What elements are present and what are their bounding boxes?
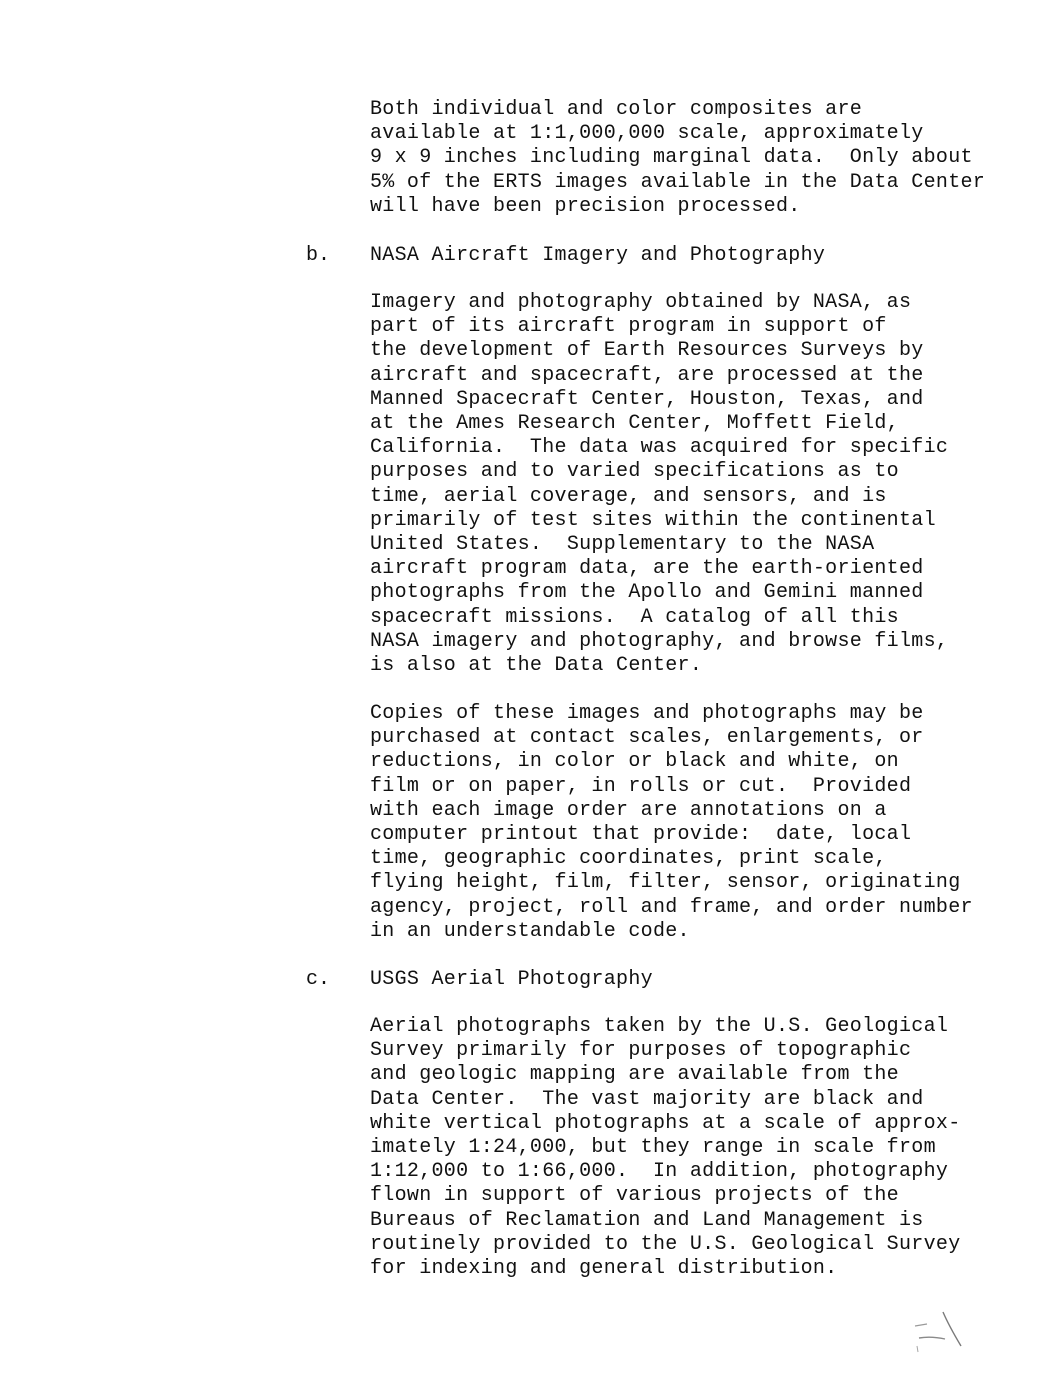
text-line: at the Ames Research Center, Moffett Field, xyxy=(370,412,899,436)
text-line: 5% of the ERTS images available in the Data Center xyxy=(370,170,986,194)
text-line: photographs from the Apollo and Gemini manned xyxy=(370,581,924,605)
text-line: imately 1:24,000, but they range in scale from xyxy=(370,1136,936,1160)
text-line: with each image order are annotations on a xyxy=(370,798,887,822)
text-line: will have been precision processed. xyxy=(370,194,801,218)
pencil-mark xyxy=(905,1308,975,1358)
text-line: Survey primarily for purposes of topographic xyxy=(370,1039,912,1063)
section-b-marker: b. xyxy=(306,244,331,267)
paragraph-usgs-aerial xyxy=(370,1015,1050,1281)
text-line: purposes and to varied specifications as to xyxy=(370,460,899,484)
text-line: 1:12,000 to 1:66,000. In addition, photography xyxy=(370,1160,949,1184)
text-line: Data Center. The vast majority are black and xyxy=(370,1087,924,1111)
text-line: Aerial photographs taken by the U.S. Geological xyxy=(370,1015,949,1038)
text-line: time, aerial coverage, and sensors, and is xyxy=(370,484,887,508)
text-line: Copies of these images and photographs may be xyxy=(370,702,924,725)
text-line: NASA imagery and photography, and browse films, xyxy=(370,629,949,653)
text-line: United States. Supplementary to the NASA xyxy=(370,533,875,557)
text-line: flown in support of various projects of the xyxy=(370,1184,899,1208)
text-line: primarily of test sites within the continental xyxy=(370,508,936,532)
paragraph-copies xyxy=(370,702,1050,944)
text-line: Imagery and photography obtained by NASA, as xyxy=(370,291,912,314)
text-line: the development of Earth Resources Surveys by xyxy=(370,339,924,363)
text-line: computer printout that provide: date, local xyxy=(370,823,912,847)
text-line: purchased at contact scales, enlargements, or xyxy=(370,726,924,750)
text-line: available at 1:1,000,000 scale, approximately xyxy=(370,122,924,146)
text-line: Manned Spacecraft Center, Houston, Texas, and xyxy=(370,387,924,411)
section-c-marker: c. xyxy=(306,968,331,991)
text-line: routinely provided to the U.S. Geological Survey xyxy=(370,1232,961,1256)
text-line: flying height, film, filter, sensor, originating xyxy=(370,871,961,895)
text-line: is also at the Data Center. xyxy=(370,654,703,678)
text-line: white vertical photographs at a scale of approx- xyxy=(370,1111,961,1135)
text-line: California. The data was acquired for specific xyxy=(370,436,949,460)
text-line: agency, project, roll and frame, and order number xyxy=(370,895,973,919)
text-line: Both individual and color composites are xyxy=(370,98,863,121)
paragraph-nasa-imagery xyxy=(370,291,1050,678)
text-line: for indexing and general distribution. xyxy=(370,1257,838,1281)
text-line: aircraft and spacecraft, are processed at the xyxy=(370,363,924,387)
text-line: reductions, in color or black and white, on xyxy=(370,750,899,774)
text-line: film or on paper, in rolls or cut. Provided xyxy=(370,774,912,798)
text-line: and geologic mapping are available from the xyxy=(370,1063,899,1087)
text-line: time, geographic coordinates, print scale, xyxy=(370,847,887,871)
text-line: aircraft program data, are the earth-oriented xyxy=(370,557,924,581)
text-line: spacecraft missions. A catalog of all this xyxy=(370,605,899,629)
text-line: in an understandable code. xyxy=(370,919,690,943)
section-b-heading: NASA Aircraft Imagery and Photography xyxy=(370,244,826,267)
text-line: part of its aircraft program in support of xyxy=(370,315,887,339)
text-line: Bureaus of Reclamation and Land Management is xyxy=(370,1208,924,1232)
text-line: 9 x 9 inches including marginal data. Only about xyxy=(370,146,973,170)
paragraph-composites xyxy=(370,98,1050,219)
section-c-heading: USGS Aerial Photography xyxy=(370,968,653,991)
